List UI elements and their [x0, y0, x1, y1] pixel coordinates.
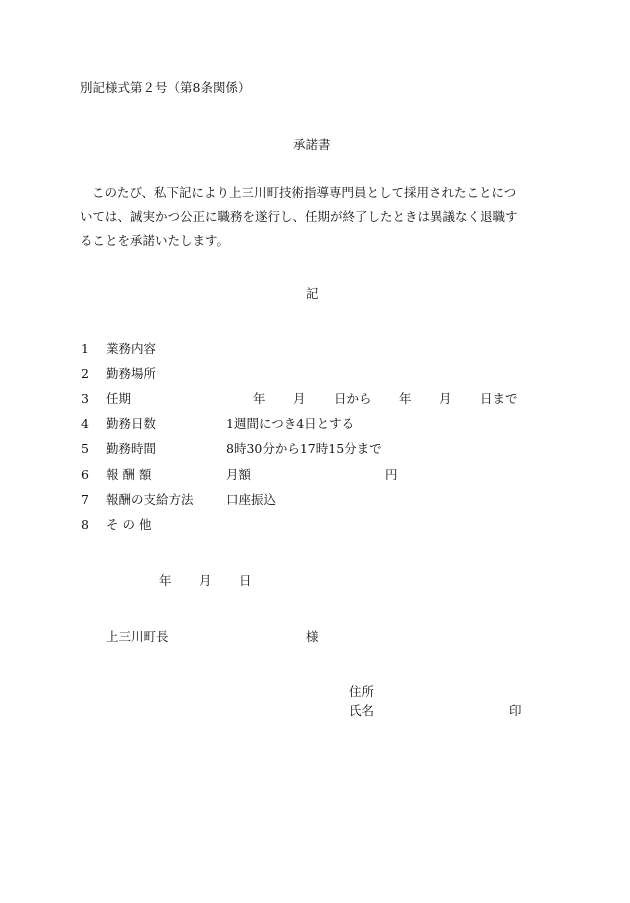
body-line: このたび、私下記により上三川町技術指導専門員として採用されたことにつ: [92, 185, 517, 200]
term-day-from: 日から: [334, 391, 372, 406]
item-number: 7: [81, 492, 89, 507]
item-number: 1: [81, 341, 89, 356]
date-day: 日: [239, 573, 252, 588]
term-month: 月: [293, 391, 306, 406]
item-number: 4: [81, 416, 89, 431]
item-label: 勤務時間: [106, 441, 157, 456]
item-label: 任期: [106, 391, 132, 406]
item-label: 報酬の支給方法: [106, 492, 194, 507]
payment-method-value: 口座振込: [226, 492, 277, 507]
item-label: そ の 他: [106, 517, 152, 532]
date-year: 年: [159, 573, 172, 588]
item-label: 勤務日数: [106, 416, 157, 431]
document-title: 承諾書: [293, 137, 331, 152]
ki-heading: 記: [306, 286, 319, 301]
salary-prefix: 月額: [226, 467, 252, 482]
date-month: 月: [199, 573, 212, 588]
body-line: いては、誠実かつ公正に職務を遂行し、任期が終了したときは異議なく退職す: [80, 209, 518, 224]
body-paragraph: [80, 181, 552, 253]
item-number: 3: [81, 391, 89, 406]
work-hours-value: 8時30分から17時15分まで: [226, 441, 382, 456]
seal-mark: 印: [509, 703, 522, 718]
addressee-honorific: 様: [306, 629, 319, 644]
item-label: 報 酬 額: [106, 467, 152, 482]
term-day-to: 日まで: [480, 391, 518, 406]
signer-address-label: 住所: [349, 684, 375, 699]
body-line: ることを承諾いたします。: [80, 233, 230, 248]
item-number: 8: [81, 517, 89, 532]
salary-unit: 円: [385, 467, 398, 482]
term-month-end: 月: [439, 391, 452, 406]
form-label: 別記様式第２号（第8条関係）: [80, 80, 251, 95]
item-number: 2: [81, 366, 89, 381]
item-number: 5: [81, 441, 89, 456]
term-year-end: 年: [399, 391, 412, 406]
item-label: 勤務場所: [106, 366, 157, 381]
work-days-value: 1週間につき4日とする: [226, 416, 355, 431]
item-label: 業務内容: [106, 341, 157, 356]
item-number: 6: [81, 467, 89, 482]
addressee-name: 上三川町長: [106, 629, 169, 644]
term-year: 年: [253, 391, 266, 406]
signer-name-label: 氏名: [349, 703, 375, 718]
